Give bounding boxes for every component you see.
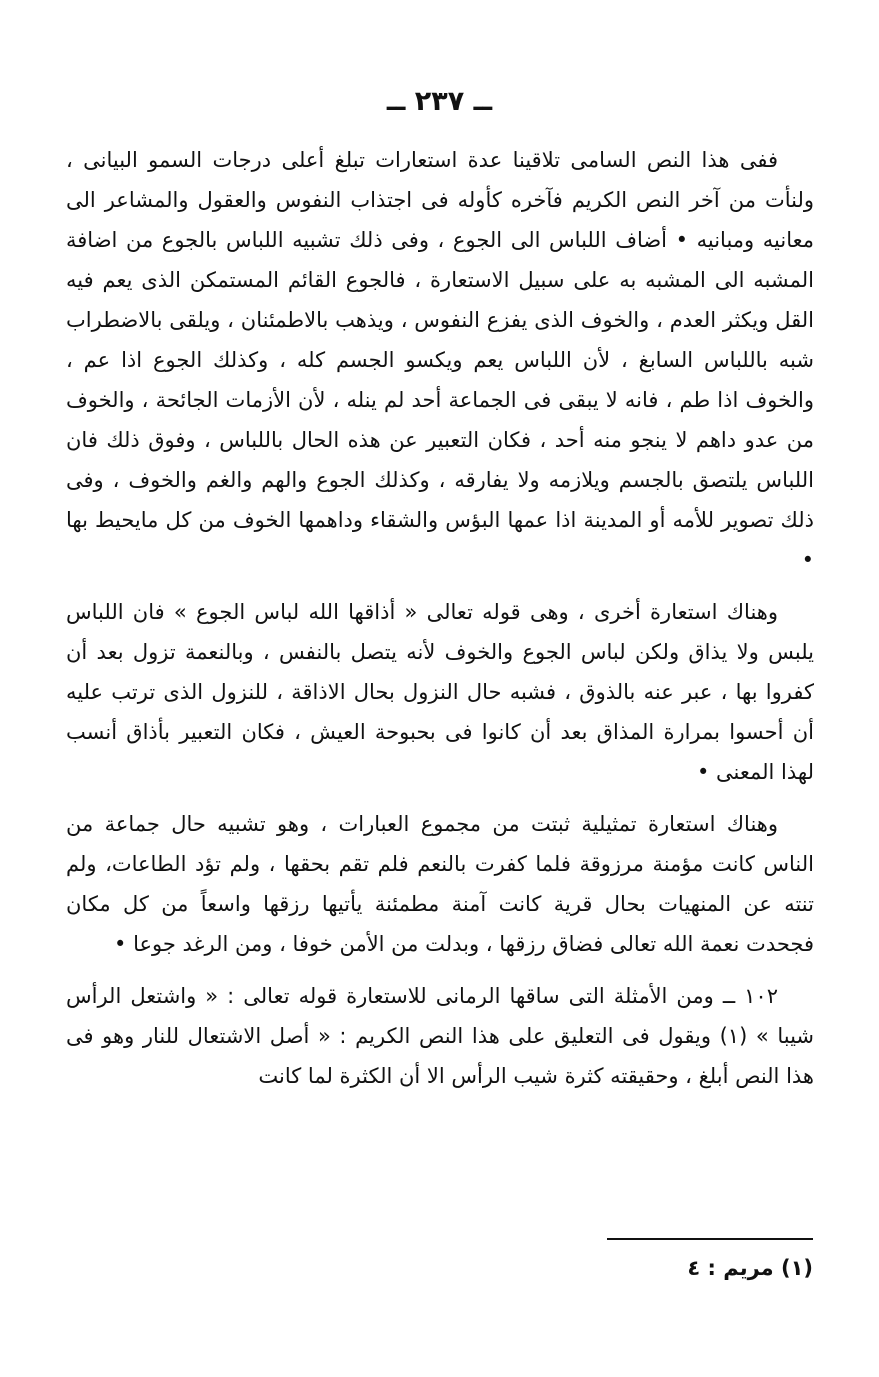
paragraph-taste-metaphor: وهناك استعارة أخرى ، وهى قوله تعالى « أذاقها الله لباس الجوع » فان اللباس يلبس ولا يذاق ولكن لباس الجوع والخوف لأنه يتصل بالنفس ، وبالنعمة تزول بعد أن كفروا بها ، عبر عنه بالذوق ، فشبه حال النزول بحال الاذاقة ، للنزول الذى ترتب عليه أن أحسوا بمرارة المذاق بعد أن كانوا فى بحبوحة العيش ، فكان التعبير بأذاق أنسب لهذا المعنى •: [66, 600, 814, 784]
paragraph-metaphors-overview: ففى هذا النص السامى تلاقينا عدة استعارات تبلغ أعلى درجات السمو البيانى ، ولنأت من آخر النص الكريم فآخره كأوله فى اجتذاب النفوس والعقول والمشاعر الى معانيه ومبانيه • أضاف اللباس الى الجوع ، وفى ذلك تشبيه اللباس بالجوع من اضافة المشبه الى المشبه به على سبيل الاستعارة ، فالجوع القائم المستمكن الذى يعم فيه القل ويكثر العدم ، والخوف الذى يفزع النفوس ، ويذهب بالاطمئنان ، ويلقى بالاضطراب شبه باللباس السابغ ، لأن اللباس يعم ويكسو الجسم كله ، وكذلك الجوع اذا عم ، والخوف اذا طم ، فانه لا يبقى فى الجماعة أحد لم ينله ، لأن الأزمات الجائحة ، والخوف من عدو داهم لا ينجو منه أحد ، فكان التعبير عن هذه الحال باللباس ، وفوق ذلك فان اللباس يلتصق بالجسم ويلازمه ولا يفارقه ، وكذلك الجوع والهم والغم والخوف ، وفى ذلك تصوير للأمه أو المدينة اذا عمها البؤس والشقاء وداهمها الخوف من كل مايحيط بها •: [66, 148, 814, 572]
paragraph-rummani-example: ١٠٢ ــ ومن الأمثلة التى ساقها الرمانى للاستعارة قوله تعالى : « واشتعل الرأس شيبا » (١) ويقول فى التعليق على هذا النص الكريم : « أصل الاشتعال للنار وهو فى هذا النص أبلغ ، وحقيقته كثرة شيب الرأس الا أن الكثرة لما كانت: [66, 984, 815, 1088]
paragraph-representational-metaphor: وهناك استعارة تمثيلية ثبتت من مجموع العبارات ، وهو تشبيه حال جماعة من الناس كانت مؤمنة مرزوقة فلما كفرت بالنعم فلم تقم بحقها ، ولم تؤد الطاعات، ولم تنته عن المنهيات بحال قرية كانت آمنة مطمئنة يأتيها رزقها واسعاً من كل مكان فجحدت نعمة الله تعالى فضاق رزقها ، وبدلت من الأمن خوفا ، ومن الرغد جوعا •: [66, 812, 814, 956]
page-number: ــ ٢٣٧ ــ: [386, 86, 493, 117]
footnote-divider: [607, 1238, 813, 1240]
footnote: (١) مريم : ٤: [687, 1256, 813, 1280]
body-text: [66, 140, 814, 1096]
